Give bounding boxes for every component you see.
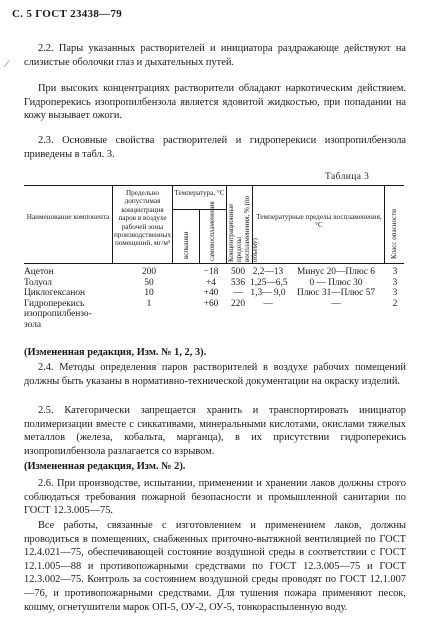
- cell-pdk: 10: [144, 288, 154, 299]
- table-row: [24, 309, 406, 320]
- paragraph-2-2: 2.2. Пары указанных растворителей и инициатора раздражающе действуют на слизистые оболочки глаз и дыхательных путей.: [24, 43, 406, 68]
- cell-pdk: 200: [141, 267, 157, 277]
- cell-self: —: [233, 288, 243, 299]
- cell-name: Ацетон: [24, 267, 54, 277]
- cell-name: Циклогексанон: [24, 288, 86, 299]
- cell-limits: 2,2—13: [252, 267, 284, 277]
- cell-name: зола: [24, 319, 42, 330]
- header-temp-range: Температурные пределы воспламенения, °С: [256, 213, 382, 230]
- table-row: [24, 278, 406, 289]
- paragraph-2-4: 2.4. Методы определения паров растворителей в воздухе рабочих помещений должны быть указаны в нормативно-технической документации на окраску изделий.: [24, 362, 406, 387]
- paragraph-works: Все работы, связанные с изготовлением и применением лаков, должны проводиться в помещениях, снабженных приточно-вытяжной вентиляцией по ГОСТ 12.4.021—75, обеспечивающей состояние воздушной среды в соответствии с ГОСТ 12.1.005—88 и противопожарными средствами по ГОСТ 12.3.005—75 и ГОСТ 12.3.002—75. Контроль за состоянием воздушной среды проводят по ГОСТ 12.1.007—76, и противопожарными средствами. Для тушения пожара применяют песок, кошму, огнетушители марок ОП-5, ОУ-2, ОУ-5, тонкораспыленную воду.: [24, 520, 406, 613]
- cell-class: 3: [392, 267, 398, 277]
- cell-class: 3: [392, 288, 398, 299]
- paragraph-2-6: 2.6. При производстве, испытании, применении и хранении лаков должны строго соблюдаться требования пожарной безопасности и промышленной санитарии по ГОСТ 12.3.005—75.: [24, 478, 406, 517]
- page-header: С. 5 ГОСТ 23438—79: [12, 8, 123, 20]
- paragraph-2-3: 2.3. Основные свойства растворителей и гидроперекиси изопропилбензола приведены в табл. 3.: [24, 135, 406, 160]
- revision-note-2: (Измененная редакция, Изм. № 2).: [24, 461, 186, 472]
- margin-mark: ⁄: [6, 58, 8, 70]
- table-title: Таблица 3: [325, 172, 370, 182]
- table-divider: [172, 185, 173, 264]
- cell-limits: 1,25—6,5: [250, 277, 288, 288]
- cell-pdk: 50: [144, 277, 154, 288]
- header-self-ignition: самовоспламенения: [208, 201, 216, 261]
- paragraph-2-5: 2.5. Категорически запрещается хранить и транспортировать инициатор полимеризации вместе с сиккативами, минеральными кислотами, окислами тяжелых металлов (железа, кобальта, марганца), в их присутствии гидроперекись изопропилбензола разлагается со взрывом.: [24, 405, 406, 457]
- header-flash: вспышки: [182, 231, 190, 259]
- cell-flash: +4: [206, 277, 216, 288]
- header-temperature: Температура, °С: [174, 189, 225, 197]
- cell-name: Гидроперекись: [24, 298, 85, 309]
- table-top-rule: [24, 185, 404, 186]
- cell-name: изопропилбензо-: [24, 309, 92, 320]
- table-row: [24, 267, 406, 278]
- header-component-name: Наименование компонента: [26, 213, 110, 221]
- cell-flash: −18: [203, 267, 219, 277]
- header-pdk: Предельно допустимая концентрация паров в воздухе рабочей зоны производственных помещений, мг/м³: [114, 189, 172, 248]
- table-divider: [384, 185, 385, 264]
- cell-self: 500: [230, 267, 246, 277]
- table-body: [24, 267, 406, 331]
- revision-note-1: (Измененная редакция, Изм. № 1, 2, 3).: [24, 347, 207, 358]
- table-row: [24, 288, 406, 299]
- table-row: [24, 299, 406, 310]
- cell-flash: +60: [203, 298, 219, 309]
- table-divider: [112, 185, 113, 264]
- table-divider: [199, 209, 200, 264]
- cell-pdk: 1: [146, 298, 152, 309]
- cell-self: 536: [230, 277, 246, 288]
- cell-limits: 1,3— 9,0: [250, 288, 286, 299]
- table-row: [24, 320, 406, 331]
- paragraph-narcotic: При высоких концентрациях растворители обладают наркотическим действием. Гидроперекись изопропилбензола является ядовитой жидкостью, при попадании на кожу вызывает ожоги.: [24, 83, 406, 122]
- header-hazard-class: Класс опасности: [390, 208, 398, 259]
- cell-range: Минус 20—Плюс 6: [297, 267, 375, 277]
- cell-limits: —: [263, 298, 273, 309]
- cell-self: 220: [230, 298, 246, 309]
- table-header: [24, 185, 404, 264]
- cell-name: Толуол: [24, 277, 52, 288]
- header-limits: Концентрационные пределы воспламенения, % (по объему): [227, 195, 259, 262]
- cell-flash: +40: [203, 288, 219, 299]
- cell-class: 3: [392, 277, 398, 288]
- cell-range: Плюс 31—Плюс 57: [296, 288, 376, 299]
- cell-range: 0 — Плюс 30: [309, 277, 363, 288]
- cell-range: —: [331, 298, 341, 309]
- table-header-rule: [24, 263, 404, 264]
- cell-class: 2: [392, 298, 398, 309]
